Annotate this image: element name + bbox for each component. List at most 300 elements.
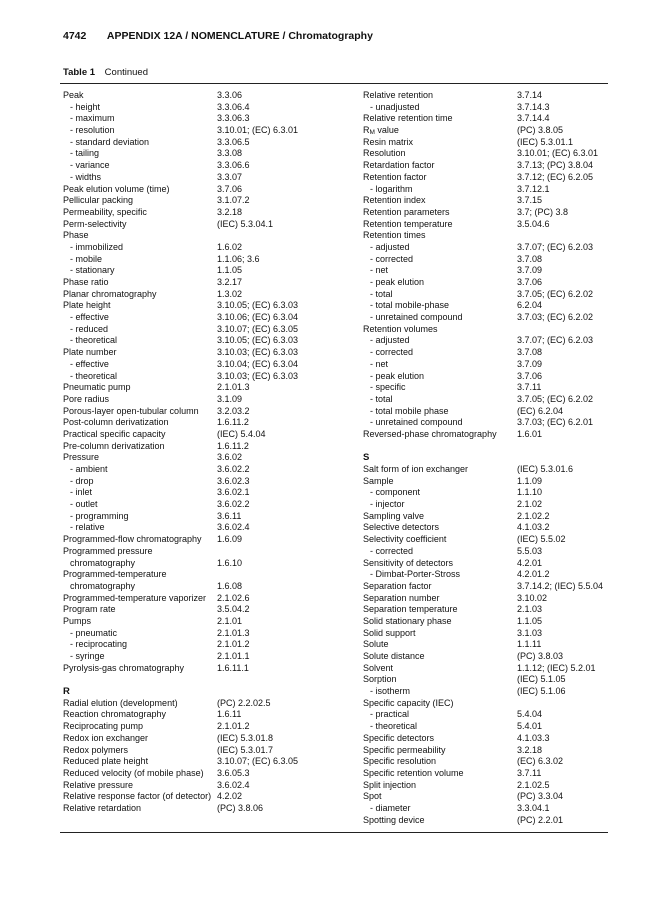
entry-term: - isotherm — [370, 686, 411, 697]
entry-reference: 3.6.05.3 — [217, 767, 250, 778]
table-continued: Continued — [104, 67, 148, 78]
entry-reference: 4.2.01 — [517, 557, 543, 568]
index-entry — [63, 137, 353, 149]
index-entry — [363, 371, 613, 383]
entry-term: Programmed-flow chromatography — [63, 534, 202, 545]
entry-term: Perm-selectivity — [63, 218, 127, 229]
entry-term: Peak — [63, 90, 84, 100]
index-entry — [363, 522, 613, 534]
entry-reference: (IEC) 5.3.01.6 — [517, 464, 574, 474]
entry-term: Retention temperature — [363, 218, 453, 229]
index-entry — [363, 242, 613, 254]
entry-term: - programming — [70, 510, 129, 521]
entry-term: - stationary — [70, 265, 115, 276]
index-entry — [363, 125, 613, 137]
entry-term: Pore radius — [63, 393, 110, 404]
entry-term: - unadjusted — [370, 101, 420, 112]
entry-term: - theoretical — [70, 370, 118, 381]
index-entry — [363, 359, 613, 371]
entry-reference: (IEC) 5.1.06 — [517, 686, 566, 697]
index-entry — [363, 815, 613, 827]
entry-reference: 3.7.08 — [517, 253, 543, 264]
entry-reference: 2.1.01.2 — [217, 721, 250, 732]
index-entry — [63, 476, 353, 488]
entry-reference: 3.10.03; (EC) 6.3.03 — [217, 347, 299, 358]
entry-reference: (IEC) 5.4.04 — [217, 428, 266, 439]
index-entry — [363, 230, 613, 242]
entry-reference: 2.1.01.2 — [217, 639, 250, 650]
index-entry — [63, 487, 353, 499]
section-letter-label: S — [363, 452, 370, 464]
entry-reference: 3.3.06.6 — [217, 160, 250, 171]
index-entry — [363, 417, 613, 429]
index-entry — [363, 487, 613, 499]
index-entry — [63, 230, 353, 242]
index-entry — [63, 733, 353, 745]
entry-reference: (IEC) 5.3.04.1 — [217, 218, 274, 229]
index-entry — [63, 499, 353, 511]
index-entry — [63, 674, 353, 686]
entry-reference: 2.1.01 — [217, 615, 243, 626]
entry-reference: 3.10.06; (EC) 6.3.04 — [217, 312, 299, 323]
entry-reference: (IEC) 5.5.02 — [517, 534, 566, 545]
index-entry — [363, 382, 613, 394]
entry-reference: 3.3.08 — [217, 148, 243, 159]
index-entry — [363, 686, 613, 698]
entry-reference: (PC) 3.8.05 — [517, 125, 564, 136]
entry-reference: 6.2.04 — [517, 300, 543, 311]
entry-reference: (PC) 3.3.04 — [517, 791, 564, 802]
entry-term: Programmed-temperature vaporizer — [63, 592, 207, 603]
index-entry — [63, 721, 353, 733]
entry-term: - mobile — [70, 253, 103, 264]
entry-term: - total mobile phase — [370, 405, 449, 416]
entry-reference: 3.7.06 — [517, 370, 543, 381]
index-entry — [63, 254, 353, 266]
entry-reference: 1.1.05 — [517, 615, 543, 626]
index-entry — [363, 499, 613, 511]
entry-reference: 3.7.03; (EC) 6.2.02 — [517, 312, 594, 323]
index-entry — [63, 417, 353, 429]
entry-term: Specific detectors — [363, 732, 435, 743]
entry-reference: 1.6.01 — [517, 428, 543, 439]
entry-reference: 3.7.14 — [517, 90, 543, 100]
index-entry — [63, 791, 353, 803]
entry-term: Practical specific capacity — [63, 428, 166, 439]
entry-term: Solid support — [363, 627, 416, 638]
index-entry — [63, 102, 353, 114]
entry-term: Retention factor — [363, 171, 427, 182]
entry-reference: 2.1.01.1 — [217, 651, 250, 661]
index-entry — [363, 406, 613, 418]
entry-reference: 2.1.02 — [517, 499, 543, 510]
entry-term: - relative — [70, 522, 105, 533]
entry-term: - peak elution — [370, 277, 425, 287]
index-entry — [363, 745, 613, 757]
index-entry — [363, 476, 613, 488]
index-entry — [363, 113, 613, 125]
entry-term: - unretained compound — [370, 312, 463, 323]
entry-term: - practical — [370, 709, 410, 720]
entry-reference: 1.6.10 — [217, 557, 243, 568]
index-entry — [63, 300, 353, 312]
index-entry — [63, 277, 353, 289]
entry-reference: (EC) 6.3.02 — [517, 756, 564, 767]
index-entry — [63, 663, 353, 675]
index-entry — [363, 803, 613, 815]
entry-term: Retention volumes — [363, 323, 438, 334]
entry-term: Phase — [63, 230, 89, 241]
entry-reference: 3.2.17 — [217, 277, 243, 287]
index-column-right — [363, 90, 613, 826]
index-entry — [363, 148, 613, 160]
entry-reference: 3.10.07; (EC) 6.3.05 — [217, 323, 299, 334]
entry-term: RM value — [363, 125, 399, 137]
entry-term: Relative retention time — [363, 113, 453, 124]
entry-term: - adjusted — [370, 241, 410, 252]
table-bottom-rule — [60, 832, 608, 833]
entry-reference: 1.1.10 — [517, 487, 543, 498]
index-entry — [363, 207, 613, 219]
entry-reference: 5.4.04 — [517, 709, 543, 720]
index-entry — [63, 160, 353, 172]
entry-term: - diameter — [370, 802, 411, 813]
index-entry — [363, 160, 613, 172]
entry-term: Pyrolysis-gas chromatography — [63, 662, 185, 673]
entry-term: Retention index — [363, 195, 426, 206]
entry-term: - injector — [370, 499, 405, 510]
entry-reference: 5.4.01 — [517, 721, 543, 732]
index-entry — [363, 698, 613, 710]
entry-reference: 1.6.11 — [217, 709, 242, 720]
entry-reference: 3.7.11 — [517, 382, 542, 393]
entry-term: Relative retardation — [63, 802, 142, 813]
entry-reference: 3.7.08 — [517, 347, 543, 358]
index-entry — [63, 382, 353, 394]
index-entry — [63, 219, 353, 231]
entry-reference: 3.10.03; (EC) 6.3.03 — [217, 370, 299, 381]
entry-reference: 3.7.05; (EC) 6.2.02 — [517, 288, 594, 299]
entry-term: Pressure — [63, 452, 100, 463]
index-entry — [63, 756, 353, 768]
index-entry — [63, 324, 353, 336]
entry-term: - specific — [370, 382, 406, 393]
entry-term: - syringe — [70, 651, 105, 661]
entry-reference: 1.1.05 — [217, 265, 243, 276]
section-letter-label: R — [63, 686, 70, 698]
index-entry — [363, 277, 613, 289]
entry-reference: 2.1.01.3 — [217, 627, 250, 638]
entry-reference: (IEC) 5.3.01.7 — [217, 744, 274, 755]
index-entry — [363, 429, 613, 441]
index-entry — [363, 546, 613, 558]
entry-term: Pneumatic pump — [63, 382, 131, 393]
index-entry — [363, 534, 613, 546]
entry-term: - ambient — [70, 464, 108, 474]
entry-term: Reversed-phase chromatography — [363, 428, 497, 439]
entry-term: - inlet — [70, 487, 93, 498]
entry-reference: (EC) 6.2.04 — [517, 405, 564, 416]
entry-reference: 3.7.13; (PC) 3.8.04 — [517, 160, 594, 171]
entry-term: Peak elution volume (time) — [63, 183, 170, 194]
index-entry — [63, 803, 353, 815]
entry-term: - drop — [70, 475, 94, 486]
index-entry — [63, 441, 353, 453]
index-entry — [363, 651, 613, 663]
entry-term: Reaction chromatography — [63, 709, 167, 720]
index-entry — [363, 639, 613, 651]
entry-reference: 1.1.11 — [517, 639, 542, 650]
index-entry — [63, 406, 353, 418]
entry-reference: 3.10.04; (EC) 6.3.04 — [217, 358, 299, 369]
index-entry — [63, 616, 353, 628]
index-entry — [363, 137, 613, 149]
entry-term: - total mobile-phase — [370, 300, 450, 311]
entry-term: Pumps — [63, 615, 92, 626]
entry-term: Porous-layer open-tubular column — [63, 405, 199, 416]
entry-reference: 3.10.01; (EC) 6.3.01 — [517, 148, 599, 159]
entry-term: Pellicular packing — [63, 195, 134, 206]
entry-reference: (PC) 3.8.03 — [517, 651, 564, 661]
entry-term: Solid stationary phase — [363, 615, 452, 626]
entry-term: Sampling valve — [363, 510, 425, 521]
entry-reference: (PC) 2.2.02.5 — [217, 697, 271, 708]
index-entry — [63, 90, 353, 102]
entry-reference: 4.1.03.3 — [517, 732, 550, 743]
index-entry — [363, 721, 613, 733]
index-entry — [363, 569, 613, 581]
index-entry — [63, 522, 353, 534]
entry-term: chromatography — [70, 580, 136, 591]
entry-reference: 3.7.07; (EC) 6.2.03 — [517, 335, 594, 346]
entry-reference: 3.1.09 — [217, 393, 243, 404]
entry-term: - effective — [70, 312, 109, 323]
index-entry — [63, 534, 353, 546]
entry-reference: 3.7.07; (EC) 6.2.03 — [517, 241, 594, 252]
entry-reference: (IEC) 5.1.05 — [517, 674, 566, 685]
entry-reference: 1.6.11.2 — [217, 417, 249, 428]
entry-reference: 1.1.12; (IEC) 5.2.01 — [517, 662, 596, 673]
entry-term: Separation factor — [363, 580, 432, 591]
index-entry — [63, 698, 353, 710]
entry-term: Program rate — [63, 604, 116, 615]
header-title: APPENDIX 12A / NOMENCLATURE / Chromatography — [106, 30, 373, 42]
index-entry — [363, 90, 613, 102]
entry-reference: 1.6.08 — [217, 580, 243, 591]
index-entry — [63, 265, 353, 277]
entry-term: Retention parameters — [363, 206, 450, 217]
entry-term: Programmed-temperature — [63, 569, 167, 580]
entry-term: chromatography — [70, 557, 136, 568]
index-entry — [63, 593, 353, 605]
entry-term: Plate number — [63, 347, 117, 358]
entry-term: Reduced plate height — [63, 756, 149, 767]
entry-term: - unretained compound — [370, 417, 463, 428]
index-entry — [363, 628, 613, 640]
index-entry — [63, 628, 353, 640]
index-entry — [63, 184, 353, 196]
entry-term: Sorption — [363, 674, 397, 685]
index-entry — [363, 604, 613, 616]
index-entry — [363, 312, 613, 324]
index-entry — [63, 289, 353, 301]
index-entry — [63, 242, 353, 254]
entry-term: - maximum — [70, 113, 115, 124]
index-entry — [63, 452, 353, 464]
entry-reference: 1.1.09 — [517, 475, 543, 486]
entry-term: Split injection — [363, 779, 417, 790]
entry-term: Resolution — [363, 148, 406, 159]
index-column-left — [63, 90, 353, 815]
entry-reference: 3.2.18 — [517, 744, 543, 755]
entry-reference: 3.6.02.4 — [217, 522, 250, 533]
entry-reference: 3.7.06 — [217, 183, 243, 194]
entry-reference: 2.1.01.3 — [217, 382, 250, 393]
entry-term: Specific retention volume — [363, 767, 464, 778]
entry-term: - tailing — [70, 148, 100, 159]
index-entry — [63, 148, 353, 160]
index-entry — [63, 780, 353, 792]
table-caption — [63, 67, 148, 78]
index-entry — [363, 219, 613, 231]
index-entry — [63, 359, 353, 371]
entry-term: Permeability, specific — [63, 206, 147, 217]
entry-reference: 2.1.02.5 — [517, 779, 550, 790]
table-top-rule — [60, 83, 608, 84]
entry-term: - theoretical — [370, 721, 418, 732]
index-entry — [363, 184, 613, 196]
entry-reference: 1.6.11.1 — [217, 662, 249, 673]
entry-reference: 3.7.11 — [517, 767, 542, 778]
page-number: 4742 — [63, 30, 87, 42]
entry-reference: 1.6.02 — [217, 241, 243, 252]
entry-term: - immobilized — [70, 241, 124, 252]
entry-term: Solute — [363, 639, 389, 650]
entry-term: - widths — [70, 171, 102, 182]
index-entry — [363, 335, 613, 347]
entry-term: - net — [370, 265, 389, 276]
entry-term: Post-column derivatization — [63, 417, 169, 428]
entry-term: Resin matrix — [363, 136, 414, 147]
entry-term: - outlet — [70, 499, 98, 510]
entry-reference: (IEC) 5.3.01.8 — [217, 732, 274, 743]
index-entry — [63, 195, 353, 207]
entry-term: - total — [370, 393, 393, 404]
entry-term: - logarithm — [370, 183, 413, 194]
index-entry — [63, 429, 353, 441]
index-entry — [363, 791, 613, 803]
section-letter — [363, 452, 613, 464]
index-entry — [363, 394, 613, 406]
entry-reference: 3.2.18 — [217, 206, 243, 217]
entry-reference: 3.5.04.6 — [517, 218, 550, 229]
index-entry — [363, 616, 613, 628]
index-entry — [63, 604, 353, 616]
entry-term: Programmed pressure — [63, 545, 153, 556]
entry-reference: 2.1.03 — [517, 604, 543, 615]
entry-reference: 1.6.09 — [217, 534, 243, 545]
entry-term: Salt form of ion exchanger — [363, 464, 469, 474]
index-entry — [63, 312, 353, 324]
index-entry — [63, 335, 353, 347]
section-letter — [63, 686, 353, 698]
entry-term: Pre-column derivatization — [63, 440, 165, 451]
entry-term: Sensitivity of detectors — [363, 557, 454, 568]
entry-reference: (PC) 2.2.01 — [517, 814, 564, 825]
entry-reference: 3.6.02.1 — [217, 487, 250, 498]
index-entry — [363, 347, 613, 359]
entry-term: Separation temperature — [363, 604, 458, 615]
entry-reference: 4.2.02 — [217, 791, 243, 802]
entry-term: - component — [370, 487, 421, 498]
index-entry — [363, 780, 613, 792]
index-entry — [63, 371, 353, 383]
index-entry — [363, 441, 613, 453]
entry-term: - corrected — [370, 347, 414, 358]
entry-term: Redox polymers — [63, 744, 129, 755]
entry-reference: 3.6.02 — [217, 452, 243, 463]
index-entry — [363, 511, 613, 523]
entry-reference: (PC) 3.8.06 — [217, 802, 264, 813]
entry-reference: 3.3.06.3 — [217, 113, 250, 124]
entry-reference: 4.1.03.2 — [517, 522, 550, 533]
entry-reference: 3.5.04.2 — [217, 604, 250, 615]
entry-reference: 3.7.12.1 — [517, 183, 550, 194]
entry-reference: 3.10.05; (EC) 6.3.03 — [217, 335, 299, 346]
index-entry — [363, 558, 613, 570]
index-entry — [63, 394, 353, 406]
index-entry — [63, 581, 353, 593]
entry-reference: 4.2.01.2 — [517, 569, 550, 580]
index-entry — [363, 593, 613, 605]
entry-reference: 3.3.06 — [217, 90, 243, 100]
entry-reference: 3.10.07; (EC) 6.3.05 — [217, 756, 299, 767]
entry-term: - height — [70, 101, 101, 112]
entry-term: Planar chromatography — [63, 288, 157, 299]
entry-term: Retention times — [363, 230, 426, 241]
entry-term: Phase ratio — [63, 277, 109, 287]
index-entry — [363, 674, 613, 686]
index-entry — [363, 756, 613, 768]
entry-reference: 3.3.06.4 — [217, 101, 250, 112]
index-entry — [63, 546, 353, 558]
entry-term: - effective — [70, 358, 109, 369]
entry-reference: 2.1.02.2 — [517, 510, 550, 521]
index-entry — [63, 558, 353, 570]
entry-reference: 3.7.14.3 — [517, 101, 550, 112]
entry-reference: 3.3.06.5 — [217, 136, 250, 147]
entry-term: - reciprocating — [70, 639, 128, 650]
index-entry — [63, 639, 353, 651]
entry-term: Spotting device — [363, 814, 425, 825]
running-header — [63, 30, 373, 42]
entry-term: Relative retention — [363, 90, 434, 100]
entry-term: Sample — [363, 475, 394, 486]
entry-reference: 3.7.03; (EC) 6.2.01 — [517, 417, 594, 428]
entry-reference: 3.7.06 — [517, 277, 543, 287]
index-entry — [363, 300, 613, 312]
entry-reference: 3.6.02.3 — [217, 475, 250, 486]
entry-reference: 3.6.02.4 — [217, 779, 250, 790]
entry-term: - peak elution — [370, 370, 425, 381]
entry-term: Separation number — [363, 592, 440, 603]
entry-reference: 3.3.07 — [217, 171, 243, 182]
entry-reference: 3.7.05; (EC) 6.2.02 — [517, 393, 594, 404]
entry-reference: 3.7.12; (EC) 6.2.05 — [517, 171, 594, 182]
entry-term: Selectivity coefficient — [363, 534, 447, 545]
index-entry — [363, 102, 613, 114]
entry-term: Solvent — [363, 662, 394, 673]
